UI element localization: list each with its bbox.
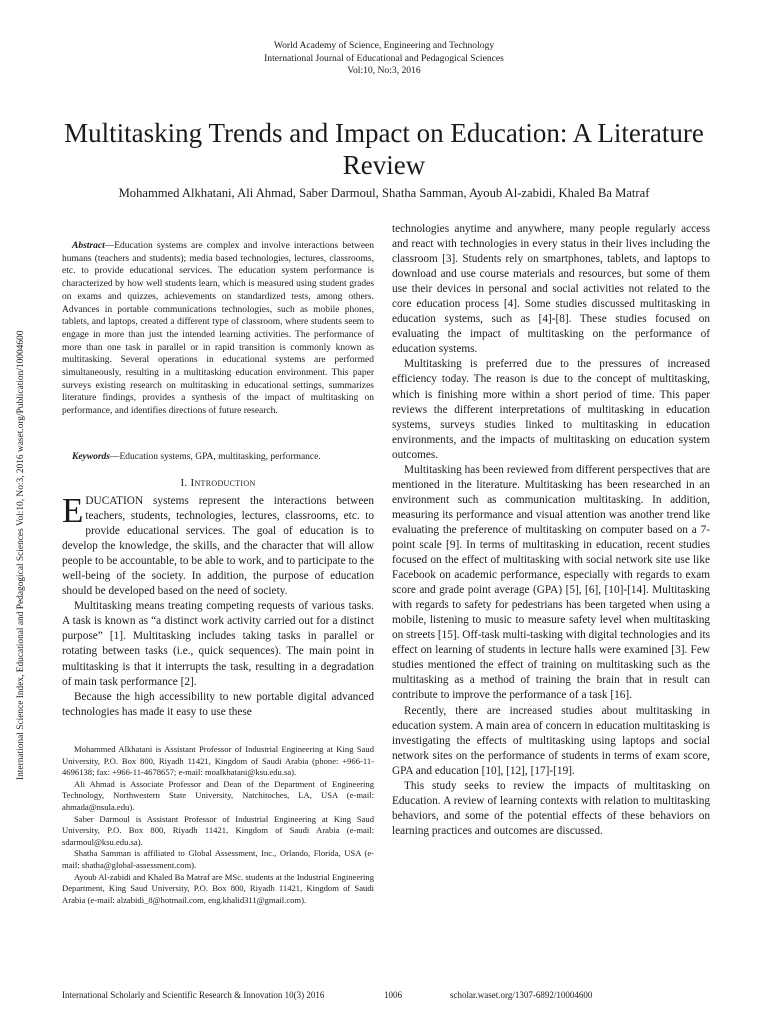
right-column bbox=[392, 222, 710, 839]
header-line-3: Vol:10, No:3, 2016 bbox=[347, 65, 421, 76]
keywords bbox=[62, 451, 374, 464]
paper-title: Multitasking Trends and Impact on Education: A Literature Review bbox=[64, 118, 704, 180]
side-margin-text: International Science Index, Educational and Pedagogical Sciences Vol:10, No:3, 2016 waset.org/Publication/10004600 bbox=[16, 330, 26, 780]
intro-column bbox=[62, 491, 374, 720]
footnote-2: Ali Ahmad is Associate Professor and Dean of the Department of Engineering Technology, Northwestern State University, Natchitoches, LA, USA (e-mail: ahmada@nsula.edu). bbox=[62, 778, 374, 812]
abstract bbox=[62, 240, 374, 418]
col2-paragraph-2: Multitasking is preferred due to the pressures of increased efficiency today. The reason is due to the concept of multitasking, which is finishing more within a short period of time. This paper reviews the different interpretations of multitasking in education systems, surveys studies linked to multitasking in education environments, and the impacts of multitasking on education system outcomes. bbox=[392, 358, 710, 461]
footnote-3: Saber Darmoul is Assistant Professor of Industrial Engineering at King Saud University, P.O. Box 800, Riyadh 11421, Kingdom of Saudi Arabia (e-mail: sdarmoul@ksu.edu.sa). bbox=[62, 813, 374, 847]
intro-paragraph-2: Multitasking means treating competing requests of various tasks. A task is known as “a distinct work activity carried out for a distinct purpose” [1]. Multitasking includes taking tasks in parallel or rotating between tasks (i.e., quick sequences). The main point in multitasking is that it interrupts the task, resulting in a degradation of main task performance [2]. bbox=[62, 600, 374, 688]
section-heading-introduction bbox=[62, 477, 374, 489]
footer-link[interactable]: scholar.waset.org/1307-6892/10004600 bbox=[450, 990, 593, 1000]
col2-paragraph-5: This study seeks to review the impacts of multitasking on Education. A review of learning contexts with relation to multitasking behaviors, and some of the potential effects of these behaviors on learning practices and outcomes are discussed. bbox=[392, 779, 710, 837]
header-line-1: World Academy of Science, Engineering and Technology bbox=[273, 40, 495, 51]
abstract-text: —Education systems are complex and involve interactions between humans (teachers and students); media based technologies, lectures, classrooms, etc. to provide educational services. The education system performance is characterized by how well students learn, which is measured using student grades on exams and quizzes, achievements on standardized tests, among others. Advances in portable communications technologies, such as mobile phones, tablets, and laptops, created a different type of classroom, where students seem to engage in more than just the intended learning activities. The performance of more than one task in parallel or in rapid transition is commonly known as multitasking. Several operations in educational systems are performed simultaneously, resulting in a multitasking education environment. This paper surveys existing research on multitasking in educational settings, summarizes literature findings, provides a synthesis of the impact of multitasking on performance, and identifies directions of future research. bbox=[62, 241, 374, 417]
section-number: I. bbox=[180, 477, 191, 489]
journal-header bbox=[0, 40, 768, 78]
footnote-4: Shatha Samman is affiliated to Global Assessment, Inc., Orlando, Florida, USA (e-mail: shatha@global-assessment.com). bbox=[62, 848, 374, 870]
keywords-text: —Education systems, GPA, multitasking, performance. bbox=[110, 452, 321, 462]
section-title: Introduction bbox=[190, 477, 256, 489]
abstract-label: Abstract bbox=[72, 241, 105, 251]
intro-paragraph-3: Because the high accessibility to new portable digital advanced technologies has made it easy to use these bbox=[62, 690, 374, 718]
footnote-5: Ayoub Al-zabidi and Khaled Ba Matraf are MSc. students at the Industrial Engineering Department, King Saud University, P.O. Box 800, Riyadh 11421, Kingdom of Saudi Arabia (e-mail: alzabidi_8@hotmail.com, eng.khalid311@gmail.com). bbox=[62, 871, 374, 905]
author-list: Mohammed Alkhatani, Ali Ahmad, Saber Darmoul, Shatha Samman, Ayoub Al-zabidi, Khaled Ba Matraf bbox=[118, 186, 650, 200]
author-footnotes bbox=[62, 744, 374, 906]
col2-paragraph-1: technologies anytime and anywhere, many people regularly access and react with technologies in every status in their lives including the classroom [3]. Students rely on smartphones, tablets, and laptops to download and use course materials and resources, but some of them use their devices in personal and social activities not related to the core education process [4]. Some studies discussed multitasking in education systems, such as [4]-[8]. These studies focused on evaluating the impact of multitasking on the performance of education systems. bbox=[392, 223, 710, 356]
footer-journal: International Scholarly and Scientific Research & Innovation 10(3) 2016 bbox=[62, 990, 325, 1000]
footnote-1: Mohammed Alkhatani is Assistant Professor of Industrial Engineering at King Saud University, P.O. Box 800, Riyadh 11421, Kingdom of Saudi Arabia (phone: +966-11-4696138; fax: +966-11-4678657; e-mail: moalkhatani@ksu.edu.sa). bbox=[62, 744, 374, 778]
header-line-2: International Journal of Educational and Pedagogical Sciences bbox=[264, 52, 504, 64]
intro-paragraph-1: DUCATION systems represent the interactions between teachers, students, technologies, lectures, classrooms, etc. to provide educational services. The goal of education is to develop the knowledge, the skills, and the character that will allow people to be accountable, to be able to work, and to participate to the well-being of the society. In addition, the purpose of education should be developed based on the need of society. bbox=[62, 495, 374, 598]
col2-paragraph-4: Recently, there are increased studies about multitasking in education system. A main area of concern in education multitasking is investigating the effects of multitasking using laptops and social network sites on the performance of students in terms of exam score, GPA and education [10], [12], [17]-[19]. bbox=[392, 704, 710, 777]
footer-page-number: 1006 bbox=[384, 990, 402, 1000]
drop-cap: E bbox=[62, 491, 84, 530]
col2-paragraph-3: Multitasking has been reviewed from different perspectives that are mentioned in the literature. Multitasking has been researched in an environment such as communication multitasking. In addition, measuring its performance and visual attention was another trend like evaluating the preference of multitasking on computer based on a 7-point scale [9]. In terms of multitasking in education, recent studies focused on the effect of multitasking with social network site use like Facebook on academic performance, especially with regards to exam score and grade point average (GPA) [5], [6], [10]-[14]. Multitasking with regards to safety for pedestrians has been targeted when using a mobile, listening to music to measure safety level when multitasking on streets [15]. Off-task multi-tasking with digital technologies and its effect on learning of students in lecture halls were examined [3]. Few studies mentioned the effect of training on multitasking such as the multitasking as a method of training the brain that in result can contribute to improve the performance of a task [16]. bbox=[392, 463, 710, 702]
keywords-label: Keywords bbox=[72, 452, 110, 462]
